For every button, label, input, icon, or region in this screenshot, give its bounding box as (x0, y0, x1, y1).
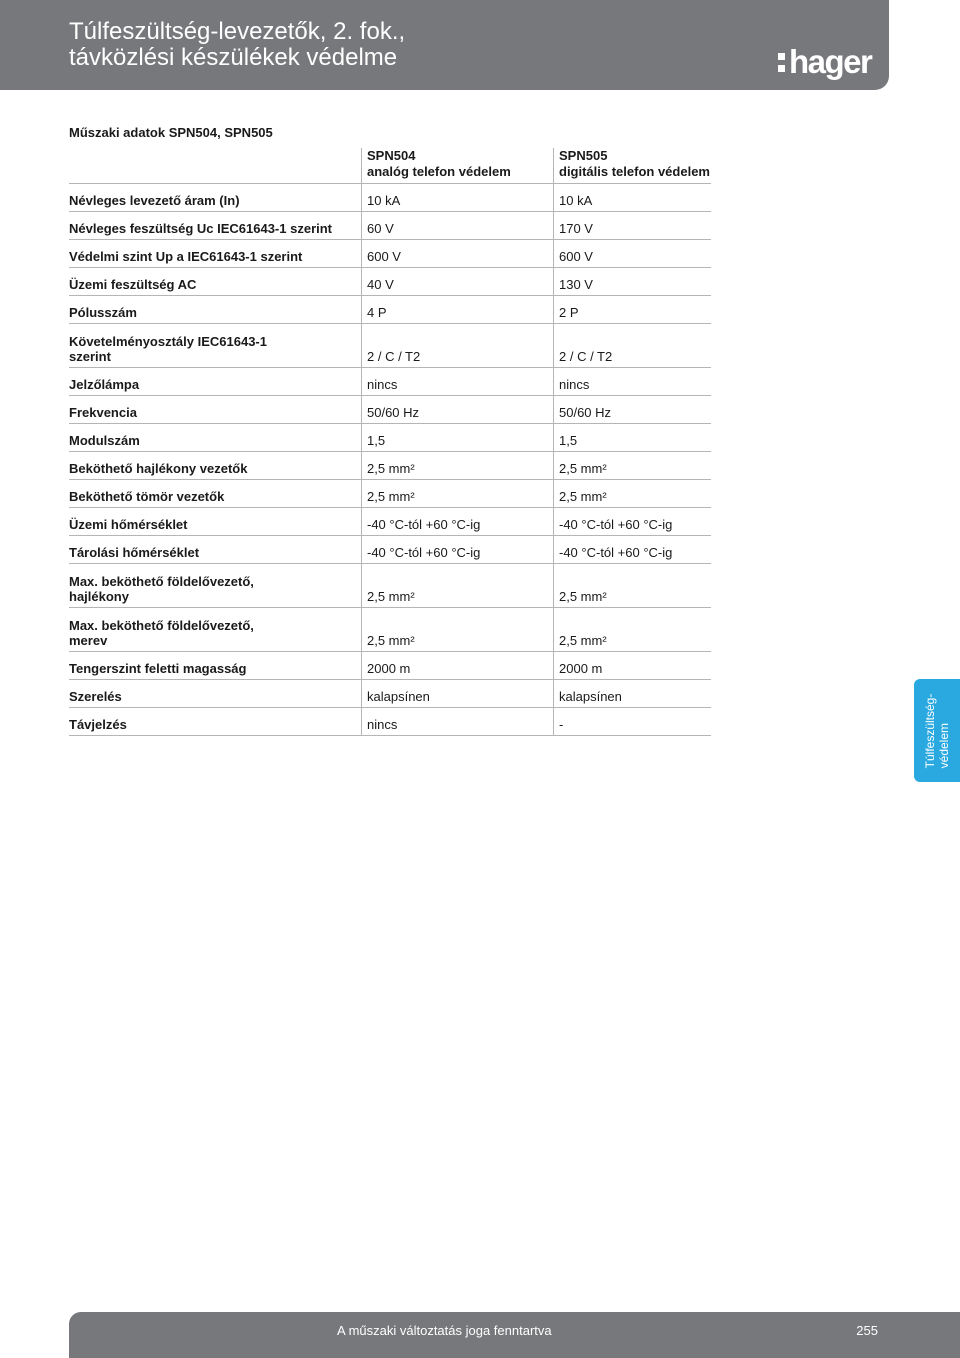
row-value-spn504: 50/60 Hz (362, 396, 554, 424)
page-header (0, 0, 889, 90)
row-label-line2: hajlékony (69, 589, 129, 604)
row-label: Pólusszám (69, 296, 362, 324)
column-subtitle: digitális telefon védelem (559, 164, 710, 179)
table-row (69, 268, 711, 296)
row-value-spn505: - (554, 708, 712, 736)
side-tab-label (923, 693, 951, 768)
section-title: Műszaki adatok SPN504, SPN505 (69, 125, 273, 140)
row-value-spn505: 170 V (554, 212, 712, 240)
row-value-spn505: -40 °C-tól +60 °C-ig (554, 536, 712, 564)
table-row (69, 680, 711, 708)
table-row (69, 396, 711, 424)
row-label: Üzemi hőmérséklet (69, 508, 362, 536)
row-value-spn505: 1,5 (554, 424, 712, 452)
row-value-spn505: 2000 m (554, 652, 712, 680)
table-row (69, 508, 711, 536)
row-label (69, 324, 362, 368)
row-label: Védelmi szint Up a IEC61643-1 szerint (69, 240, 362, 268)
row-value-spn504: -40 °C-tól +60 °C-ig (362, 508, 554, 536)
row-value-spn504: 2,5 mm² (362, 480, 554, 508)
row-label: Tárolási hőmérséklet (69, 536, 362, 564)
row-label: Jelzőlámpa (69, 368, 362, 396)
table-row (69, 296, 711, 324)
table-row (69, 536, 711, 564)
row-value-spn504: kalapsínen (362, 680, 554, 708)
page-number: 255 (856, 1323, 878, 1338)
spec-table (69, 148, 711, 736)
row-label-line2: merev (69, 633, 108, 648)
row-label: Tengerszint feletti magasság (69, 652, 362, 680)
column-header-spn505 (554, 148, 712, 184)
column-header-spn504 (362, 148, 554, 184)
row-label: Frekvencia (69, 396, 362, 424)
row-value-spn505: 130 V (554, 268, 712, 296)
page-title (69, 19, 405, 71)
column-name: SPN504 (367, 148, 416, 163)
table-row (69, 240, 711, 268)
row-label: Távjelzés (69, 708, 362, 736)
table-row (69, 608, 711, 652)
row-value-spn505: 50/60 Hz (554, 396, 712, 424)
row-label: Beköthető tömör vezetők (69, 480, 362, 508)
row-value-spn504: 2,5 mm² (362, 564, 554, 608)
table-row (69, 708, 711, 736)
row-value-spn504: 4 P (362, 296, 554, 324)
table-row (69, 212, 711, 240)
row-value-spn505: 600 V (554, 240, 712, 268)
logo-text: hager (789, 43, 872, 80)
row-label: Szerelés (69, 680, 362, 708)
row-value-spn505: nincs (554, 368, 712, 396)
header-blank (69, 148, 362, 184)
table-row (69, 184, 711, 212)
column-name: SPN505 (559, 148, 608, 163)
row-value-spn505: kalapsínen (554, 680, 712, 708)
row-label-line1: Követelményosztály IEC61643-1 (69, 334, 267, 349)
row-value-spn504: -40 °C-tól +60 °C-ig (362, 536, 554, 564)
row-value-spn504: 2,5 mm² (362, 608, 554, 652)
row-label (69, 564, 362, 608)
hager-logo (778, 44, 871, 80)
footer-note: A műszaki változtatás joga fenntartva (337, 1323, 552, 1338)
row-value-spn504: 10 kA (362, 184, 554, 212)
table-row (69, 564, 711, 608)
page-title-line2: távközlési készülékek védelme (69, 44, 398, 71)
row-label: Modulszám (69, 424, 362, 452)
side-tab-surge-protection[interactable] (914, 679, 960, 782)
row-value-spn505: 2 / C / T2 (554, 324, 712, 368)
row-label-line2: szerint (69, 349, 111, 364)
side-tab-line1: Túlfeszültség- (923, 693, 937, 768)
row-value-spn504: 2,5 mm² (362, 452, 554, 480)
row-value-spn505: 2,5 mm² (554, 608, 712, 652)
row-value-spn504: 1,5 (362, 424, 554, 452)
page-footer (69, 1312, 960, 1358)
row-label-line1: Max. beköthető földelővezető, (69, 574, 254, 589)
row-value-spn504: nincs (362, 368, 554, 396)
page-title-line1: Túlfeszültség-levezetők, 2. fok., (69, 18, 406, 45)
row-value-spn505: 10 kA (554, 184, 712, 212)
row-value-spn504: nincs (362, 708, 554, 736)
side-tab-line2: védelem (937, 722, 951, 768)
row-label-line1: Max. beköthető földelővezető, (69, 618, 254, 633)
table-row (69, 368, 711, 396)
table-row (69, 652, 711, 680)
table-row (69, 424, 711, 452)
row-label: Üzemi feszültség AC (69, 268, 362, 296)
row-value-spn505: 2 P (554, 296, 712, 324)
row-label: Névleges levezető áram (In) (69, 184, 362, 212)
column-subtitle: analóg telefon védelem (367, 164, 511, 179)
row-value-spn504: 2 / C / T2 (362, 324, 554, 368)
table-row (69, 452, 711, 480)
row-value-spn504: 40 V (362, 268, 554, 296)
table-header-row (69, 148, 711, 184)
row-value-spn505: -40 °C-tól +60 °C-ig (554, 508, 712, 536)
table-row (69, 480, 711, 508)
row-label: Beköthető hajlékony vezetők (69, 452, 362, 480)
row-label (69, 608, 362, 652)
row-value-spn505: 2,5 mm² (554, 452, 712, 480)
row-value-spn505: 2,5 mm² (554, 564, 712, 608)
row-value-spn505: 2,5 mm² (554, 480, 712, 508)
row-label: Névleges feszültség Uc IEC61643-1 szerint (69, 212, 362, 240)
row-value-spn504: 600 V (362, 240, 554, 268)
row-value-spn504: 2000 m (362, 652, 554, 680)
table-row (69, 324, 711, 368)
row-value-spn504: 60 V (362, 212, 554, 240)
